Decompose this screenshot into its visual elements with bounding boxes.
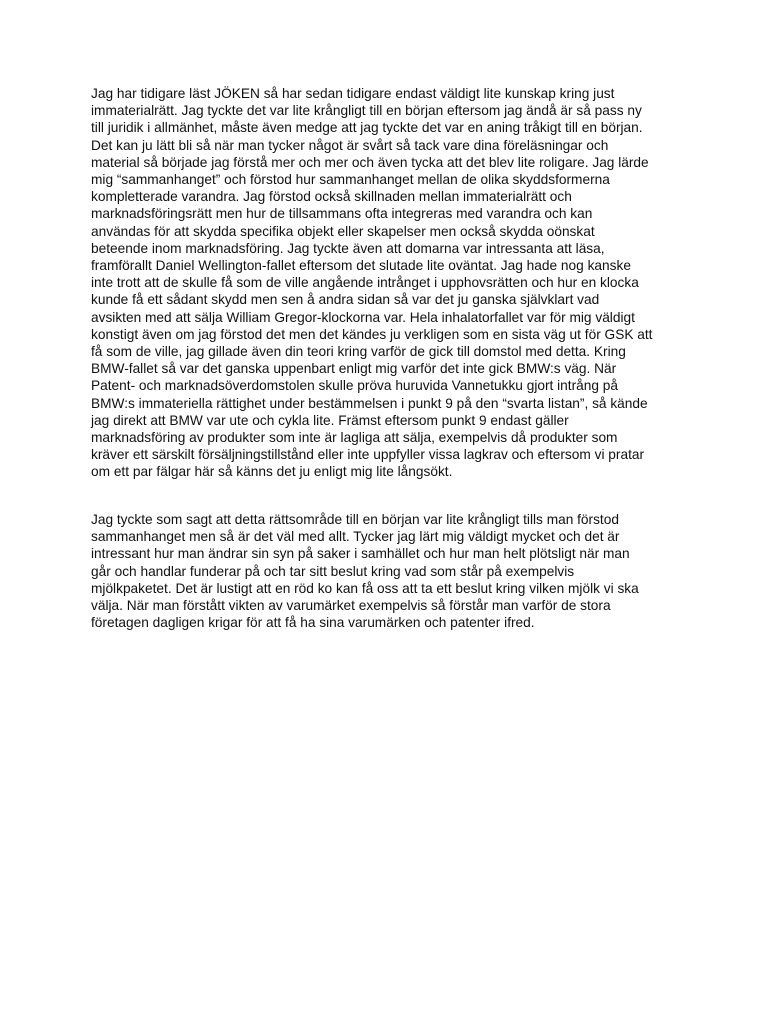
text-line: BMW:s immateriella rättighet under bestämmelsen i punkt 9 på den “svarta listan”, så kände xyxy=(91,395,648,411)
text-line: till juridik i allmänhet, måste även medge att jag tyckte det var en aning tråkigt till en början. xyxy=(91,120,643,136)
text-line: avsikten med att sälja William Gregor-klockorna var. Hela inhalatorfallet var för mig väldigt xyxy=(91,309,635,325)
text-line: framförallt Daniel Wellington-fallet eftersom det slutade lite oväntat. Jag hade nog kanske xyxy=(91,258,631,274)
text-line: inte trott att de skulle få som de ville angående intrånget i upphovsrätten och hur en klocka xyxy=(91,275,639,291)
text-line: företagen dagligen krigar för att få ha sina varumärken och patenter ifred. xyxy=(91,615,535,631)
text-line: Jag har tidigare läst JÖKEN så har sedan tidigare endast väldigt lite kunskap kring just xyxy=(91,86,615,101)
text-line: beteende inom marknadsföring. Jag tyckte även att domarna var intressanta att läsa, xyxy=(91,240,605,256)
text-line: BMW-fallet så var det ganska uppenbart enligt mig varför det inte gick BMW:s väg. När xyxy=(91,361,617,377)
text-line: få som de ville, jag gillade även din teori kring varför de gick till domstol med detta. Kring xyxy=(91,344,626,360)
text-line: mjölkpaketet. Det är lustigt att en röd ko kan få oss att ta ett beslut kring vilken mjölk vi ska xyxy=(91,580,639,596)
text-line: kunde få ett sådant skydd men sen å andra sidan så var det ju ganska självklart vad xyxy=(91,292,600,308)
paragraph-2 xyxy=(91,511,691,631)
text-line: Patent- och marknadsöverdomstolen skulle pröva huruvida Vannetukku gjort intrång på xyxy=(91,378,619,394)
text-line: Jag tyckte som sagt att detta rättsområde till en början var lite krångligt tills man förstod xyxy=(91,512,619,527)
paragraph-1 xyxy=(91,85,691,481)
text-line: jag direkt att BMW var ute och cykla lite. Främst eftersom punkt 9 endast gäller xyxy=(91,412,569,428)
text-line: intressant hur man ändrar sin syn på saker i samhället och hur man helt plötsligt när man xyxy=(91,546,630,562)
text-line: Det kan ju lätt bli så när man tycker något är svårt så tack vare dina föreläsningar och xyxy=(91,137,609,153)
text-line: går och handlar funderar på och tar sitt beslut kring vad som står på exempelvis xyxy=(91,563,575,579)
text-line: kräver ett särskilt försäljningstillstånd eller inte uppfyller vissa lagkrav och eftersom vi pratar xyxy=(91,447,645,463)
text-line: sammanhanget men så är det väl med allt. Tycker jag lärt mig väldigt mycket och det är xyxy=(91,529,620,545)
text-line: marknadsföringsrätt men hur de tillsammans ofta integreras med varandra och kan xyxy=(91,206,593,222)
text-line: marknadsföring av produkter som inte är lagliga att sälja, exempelvis då produkter som xyxy=(91,430,618,446)
text-line: välja. När man förstått vikten av varumärket exempelvis så förstår man varför de stora xyxy=(91,598,611,614)
text-line: material så började jag förstå mer och mer och även tycka att det blev lite roligare. Jag lärde xyxy=(91,154,649,170)
text-line: immaterialrätt. Jag tyckte det var lite krångligt till en början eftersom jag ändå är så pass ny xyxy=(91,103,642,119)
text-line: användas för att skydda specifika objekt eller skapelser men också skydda oönskat xyxy=(91,223,595,239)
text-line: konstigt även om jag förstod det men det kändes ju verkligen som en sista väg ut för GSK att xyxy=(91,326,653,342)
text-line: mig “sammanhanget” och förstod hur sammanhanget mellan de olika skyddsformerna xyxy=(91,172,610,188)
text-line: kompletterade varandra. Jag förstod också skillnaden mellan immaterialrätt och xyxy=(91,189,572,205)
text-line: om ett par fälgar här så känns det ju enligt mig lite långsökt. xyxy=(91,464,453,480)
